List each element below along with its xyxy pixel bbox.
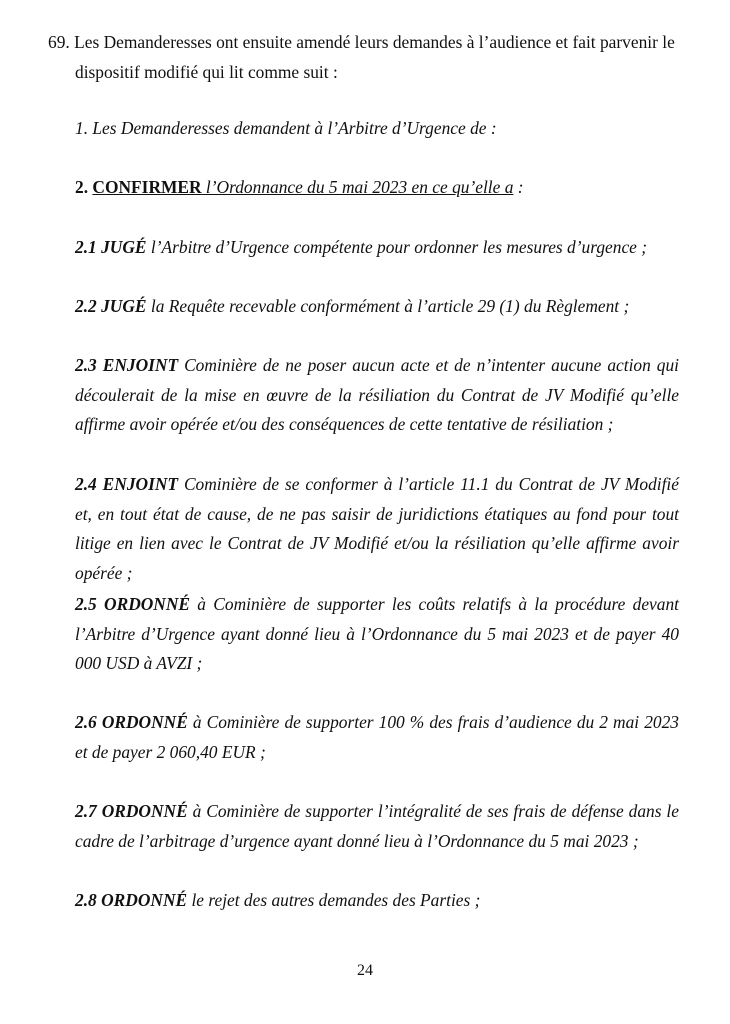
page-number: 24 bbox=[357, 962, 373, 979]
item-number: 2. bbox=[75, 177, 89, 197]
item-text: Cominière de ne poser aucun acte et de n’intenter aucune action qui découlerait de la mise en œuvre de la résiliation du Contrat de JV Modifié qu’elle affirme avoir opérée et/ou des conséquences de cette tentative de résiliation ; bbox=[75, 355, 679, 434]
item-verb: ORDONNÉ bbox=[101, 712, 188, 732]
item-2-7 bbox=[75, 797, 679, 856]
item-verb: JUGÉ bbox=[101, 237, 147, 257]
item-number: 2.8 bbox=[75, 890, 97, 910]
item-number: 2.5 bbox=[75, 594, 97, 614]
item-2 bbox=[75, 173, 679, 203]
item-verb: ORDONNÉ bbox=[101, 801, 188, 821]
item-number: 2.1 bbox=[75, 237, 97, 257]
item-verb: ENJOINT bbox=[102, 474, 179, 494]
item-number: 2.3 bbox=[75, 355, 97, 375]
item-2-5 bbox=[75, 590, 679, 679]
item-text-underlined: l’Ordonnance du 5 mai 2023 en ce qu’elle a bbox=[201, 177, 514, 197]
item-text: à Cominière de supporter 100 % des frais d’audience du 2 mai 2023 et de payer 2 060,40 EUR ; bbox=[75, 712, 679, 762]
item-text: l’Arbitre d’Urgence compétente pour ordonner les mesures d’urgence ; bbox=[146, 237, 648, 257]
item-verb: ENJOINT bbox=[102, 355, 179, 375]
item-text: à Cominière de supporter les coûts relatifs à la procédure devant l’Arbitre d’Urgence ayant donné lieu à l’Ordonnance du 5 mai 2023 et de payer 40 000 USD à AVZI ; bbox=[75, 594, 679, 673]
paragraph-line-1: Les Demanderesses ont ensuite amendé leurs demandes à l’audience et fait parvenir le bbox=[74, 32, 675, 52]
intro-request bbox=[75, 114, 679, 144]
item-text: le rejet des autres demandes des Parties ; bbox=[187, 890, 481, 910]
item-verb: CONFIRMER bbox=[92, 177, 202, 197]
item-text: à Cominière de supporter l’intégralité de ses frais de défense dans le cadre de l’arbitrage d’urgence ayant donné lieu à l’Ordonnance du 5 mai 2023 ; bbox=[75, 801, 679, 851]
item-text: Cominière de se conformer à l’article 11.1 du Contrat de JV Modifié et, en tout état de cause, de ne pas saisir de juridictions étatiques au fond pour tout litige en lien avec le Contrat de JV Modifié et/ou la résiliation qu’elle affirme avoir opérée ; bbox=[75, 474, 679, 583]
item-2-8 bbox=[75, 886, 679, 916]
paragraph-69 bbox=[48, 27, 688, 87]
item-2-6 bbox=[75, 708, 679, 767]
item-2-1 bbox=[75, 233, 679, 263]
item-verb: ORDONNÉ bbox=[101, 890, 188, 910]
item-number: 2.7 bbox=[75, 801, 97, 821]
item-2-2 bbox=[75, 292, 679, 322]
item-text: la Requête recevable conformément à l’article 29 (1) du Règlement ; bbox=[146, 296, 630, 316]
paragraph-number: 69. bbox=[48, 32, 70, 52]
paragraph-line-2: dispositif modifié qui lit comme suit : bbox=[75, 62, 338, 82]
item-2-4 bbox=[75, 470, 679, 588]
item-verb: ORDONNÉ bbox=[104, 594, 191, 614]
item-verb: JUGÉ bbox=[101, 296, 147, 316]
item-number: 2.4 bbox=[75, 474, 97, 494]
intro-text: 1. Les Demanderesses demandent à l’Arbitre d’Urgence de : bbox=[75, 118, 497, 138]
item-text-after: : bbox=[513, 177, 524, 197]
item-2-3 bbox=[75, 351, 679, 440]
item-number: 2.2 bbox=[75, 296, 97, 316]
item-number: 2.6 bbox=[75, 712, 97, 732]
